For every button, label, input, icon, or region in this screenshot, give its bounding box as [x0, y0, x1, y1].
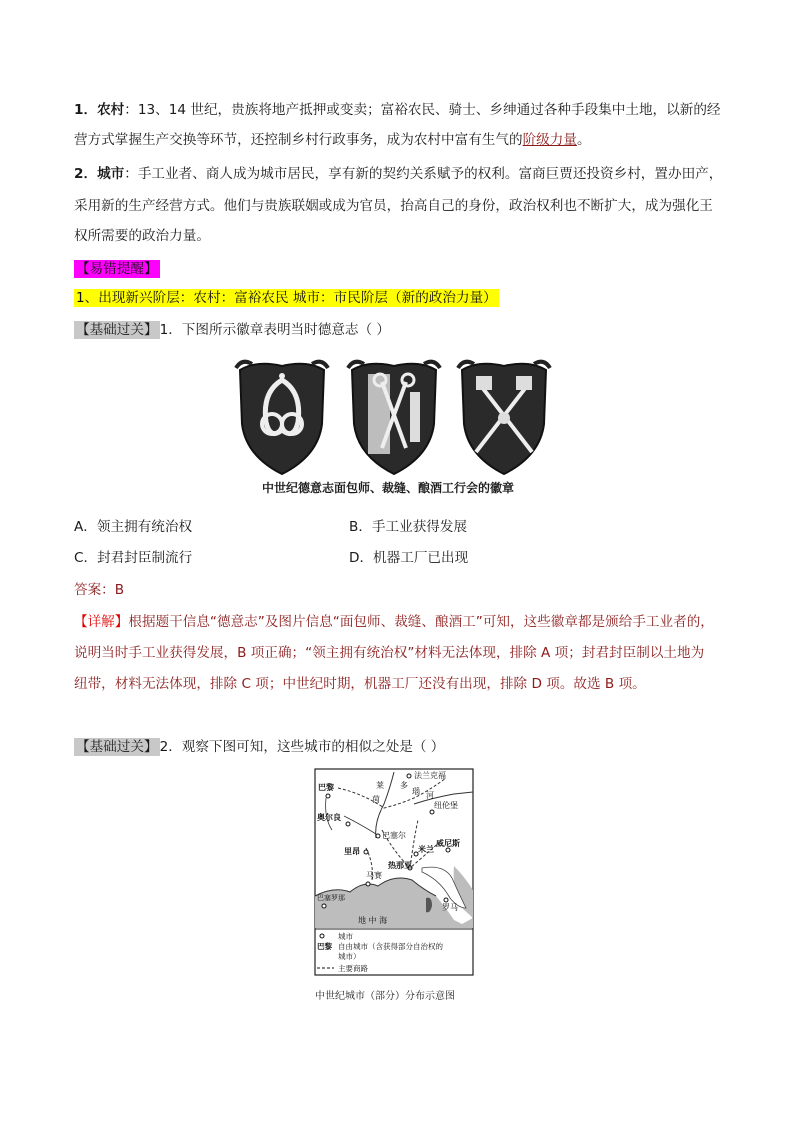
city-label: 威尼斯 [436, 839, 460, 848]
detail-line-2: 说明当时手工业获得发展，B 项正确；“领主拥有统治权”材料无法体现，排除 A 项；封君封臣制以土地为 [74, 645, 705, 661]
map-caption: 中世纪城市（部分）分布示意图 [315, 991, 455, 1002]
legend-city-icon [320, 934, 324, 938]
guild-badges-image [232, 352, 562, 478]
heading-city: 城市 [97, 166, 125, 182]
legend-free-city: 自由城市（含获得部分自治权的 [338, 942, 443, 951]
river-label: 多 [400, 781, 408, 790]
question-2-tag: 【基础过关】 [76, 739, 158, 755]
paragraph-city-line-2: 采用新的生产经营方式。他们与贵族联姻或成为官员，抬高自己的身份，政治权利也不断扩大，成为强化王 [74, 198, 713, 214]
brewer-badge-icon [458, 362, 550, 474]
option-b[interactable]: B．手工业获得发展 [349, 519, 468, 535]
paragraph-rural-line-1: 1．农村：13、14 世纪，贵族将地产抵押或变卖；富裕农民、骑士、乡绅通过各种手段集中土地，以新的经 [74, 102, 721, 118]
detail-line-3: 纽带，材料无法体现，排除 C 项；中世纪时期，机器工厂还没有出现，排除 D 项。故选 B 项。 [74, 676, 646, 692]
baker-badge-icon [236, 362, 328, 474]
tailor-badge-icon [348, 362, 440, 474]
option-a[interactable]: A．领主拥有统治权 [74, 519, 193, 535]
detail-label: 【详解】 [74, 614, 129, 630]
option-d[interactable]: D．机器工厂已出现 [349, 550, 469, 566]
city-label: 巴黎 [318, 783, 334, 792]
question-1-tag: 【基础过关】 [76, 322, 158, 338]
legend-city: 城市 [338, 932, 353, 941]
city-label: 巴塞罗那 [317, 894, 345, 902]
detail-line-1: 【详解】根据题干信息“德意志”及图片信息“面包师、裁缝、酿酒工”可知，这些徽章都是颁给手工业者的， [74, 614, 714, 630]
city-label: 奥尔良 [317, 813, 341, 822]
underlined-class-force: 阶级力量 [522, 132, 577, 148]
city-label: 热那亚 [388, 861, 412, 870]
heading-rural: 农村 [97, 102, 125, 118]
badges-caption: 中世纪德意志面包师、裁缝、酿酒工行会的徽章 [262, 481, 515, 495]
city-label: 米兰 [418, 845, 434, 854]
answer-text: 答案：B [74, 582, 125, 598]
tip-text-line [74, 288, 499, 308]
city-label: 巴塞尔 [382, 831, 406, 840]
paragraph-city-line-3: 权所需要的政治力量。 [74, 228, 210, 244]
city-label: 纽伦堡 [434, 801, 458, 810]
question-2-stem: 【基础过关】 2．观察下图可知，这些城市的相似之处是（ ） [76, 739, 445, 755]
river-label: 瑙 [412, 787, 420, 796]
city-label: 里昂 [344, 847, 360, 856]
city-label: 法兰克福 [414, 771, 446, 780]
option-c[interactable]: C．封君封臣制流行 [74, 550, 193, 566]
legend-free-sample: 巴黎 [317, 942, 332, 951]
legend-free-city-2: 城市） [338, 952, 361, 961]
tip-label-line [74, 259, 160, 279]
sea-label: 地 中 海 [358, 916, 388, 925]
river-label: 莱 [376, 781, 384, 790]
question-1-stem: 【基础过关】 1．下图所示徽章表明当时德意志（ ） [76, 322, 391, 338]
legend-route: 主要商路 [338, 964, 368, 973]
city-label: 马赛 [366, 871, 382, 880]
tip-text: 1、出现新兴阶层：农村：富裕农民 城市：市民阶层（新的政治力量） [76, 290, 497, 306]
river-label: 河 [426, 791, 434, 800]
paragraph-rural-line-2: 营方式掌握生产交换等环节，还控制乡村行政事务，成为农村中富有生气的阶级力量。 [74, 132, 591, 148]
tip-label: 【易错提醒】 [76, 261, 158, 277]
paragraph-city-line-1: 2．城市：手工业者、商人成为城市居民，享有新的契约关系赋予的权利。富商巨贾还投资乡村，置办田产， [74, 166, 723, 182]
medieval-cities-map [314, 768, 474, 976]
river-label: 茵 [372, 795, 380, 804]
city-label: 罗马 [442, 903, 458, 912]
